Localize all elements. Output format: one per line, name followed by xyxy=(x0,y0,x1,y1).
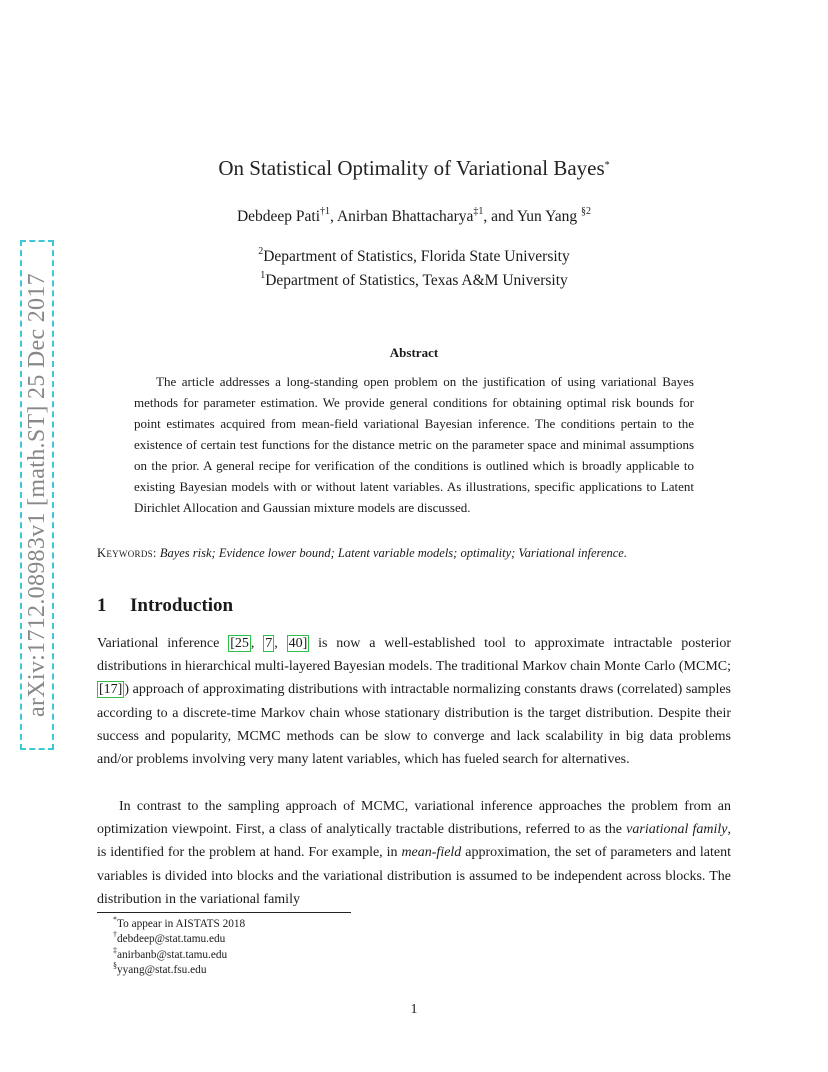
footnote-text[interactable]: debdeep@stat.tamu.edu xyxy=(117,933,226,946)
author-mark: ‡1 xyxy=(473,206,484,217)
text-run: , xyxy=(250,636,264,651)
footnote-text[interactable]: anirbanb@stat.tamu.edu xyxy=(117,948,228,961)
paper-title xyxy=(0,156,828,181)
section-heading xyxy=(97,595,233,617)
arxiv-stamp xyxy=(20,240,54,750)
text-run: approximation, the set of parameters and latent variables is divided into blocks and the variational distribution is assumed to be independent across blocks. The distribution in the variational family xyxy=(97,845,731,907)
text-run: , is identified for the problem at hand. For example, in xyxy=(97,822,731,861)
affiliation-text: Department of Statistics, Texas A&M University xyxy=(265,272,568,289)
author-separator: , xyxy=(330,208,337,225)
footnote-mark: * xyxy=(113,915,117,924)
footnote-mark: ‡ xyxy=(113,945,117,955)
footnote xyxy=(113,963,245,978)
emphasis: variational family xyxy=(626,822,728,838)
abstract-heading: Abstract xyxy=(389,345,439,360)
footnote-rule xyxy=(97,912,351,913)
footnotes xyxy=(113,917,245,979)
text-run: In contrast to the sampling approach of MCMC, variational inference approaches the problem from an optimization viewpoint. First, a class of analytically tractable distributions, referred to as the xyxy=(97,799,731,838)
footnote-mark: † xyxy=(113,930,117,940)
footnote-text[interactable]: yyang@stat.fsu.edu xyxy=(117,964,207,977)
paragraph-2 xyxy=(97,795,731,911)
section-number: 1 xyxy=(97,595,107,616)
author-mark: †1 xyxy=(320,206,331,217)
abstract-text: The article addresses a long-standing open problem on the justification of using variational Bayes methods for parameter estimation. We provide general conditions for obtaining optimal risk bounds for point estimates acquired from mean-field variational Bayesian inference. The conditions pertain to the existence of certain test functions for the distance metric on the parameter space and minimal assumptions on the prior. A general recipe for verification of the conditions is outlined which is broadly applicable to existing Bayesian models with or without latent variables. As illustrations, specific applications to Latent Dirichlet Allocation and Gaussian mixture models are discussed. xyxy=(134,374,694,515)
author-list xyxy=(0,208,828,226)
affiliation-mark: 1 xyxy=(260,270,266,281)
affiliation xyxy=(0,272,828,290)
author-name: Yun Yang xyxy=(516,208,578,225)
author-mark: §2 xyxy=(581,206,592,217)
citation-link[interactable]: [25 xyxy=(230,636,249,651)
citation-link[interactable]: 7 xyxy=(265,636,273,651)
section-title: Introduction xyxy=(130,595,234,616)
page-number: 1 xyxy=(410,1002,418,1017)
citation-link[interactable]: [17] xyxy=(99,682,123,698)
affiliation-text: Department of Statistics, Florida State University xyxy=(263,248,570,265)
affiliation xyxy=(0,248,828,266)
keywords xyxy=(97,546,737,561)
text-run: , xyxy=(274,636,287,651)
paragraph-1 xyxy=(97,632,731,771)
keywords-label: Keywords: xyxy=(97,546,157,560)
author-separator: , and xyxy=(483,208,517,225)
footnote-mark: § xyxy=(113,961,117,971)
affiliation-mark: 2 xyxy=(258,246,264,257)
footnote xyxy=(113,932,245,947)
arxiv-stamp-text[interactable]: arXiv:1712.08983v1 [math.ST] 25 Dec 2017 xyxy=(20,240,54,750)
title-footnote-mark: * xyxy=(604,160,610,171)
footnote xyxy=(113,945,245,963)
text-run: Variational inference xyxy=(97,636,229,651)
text-run: is now a well-established tool to approximate intractable posterior distributions in hierarchical multi-layered Bayesian models. The traditional Markov chain Monte Carlo (MCMC; xyxy=(97,636,732,675)
abstract-body xyxy=(134,371,694,518)
author-name: Anirban Bhattacharya xyxy=(336,208,474,225)
footnote-text: To appear in AISTATS 2018 xyxy=(117,918,246,930)
citation-link[interactable]: 40] xyxy=(288,636,308,651)
author-name: Debdeep Pati xyxy=(236,208,321,225)
emphasis: mean-field xyxy=(401,845,462,861)
title-text: On Statistical Optimality of Variational Bayes xyxy=(218,156,605,180)
keywords-text: Bayes risk; Evidence lower bound; Latent variable models; optimality; Variational inference. xyxy=(159,546,627,560)
text-run: ) approach of approximating distributions with intractable normalizing constants draws (correlated) samples according to a discrete-time Markov chain whose stationary distribution is the target distribution. Despite their success and popularity, MCMC methods can be slow to converge and lack scalability in big data problems and/or problems involving very many latent variables, which has fueled search for alternatives. xyxy=(97,682,731,768)
footnote xyxy=(113,917,245,932)
